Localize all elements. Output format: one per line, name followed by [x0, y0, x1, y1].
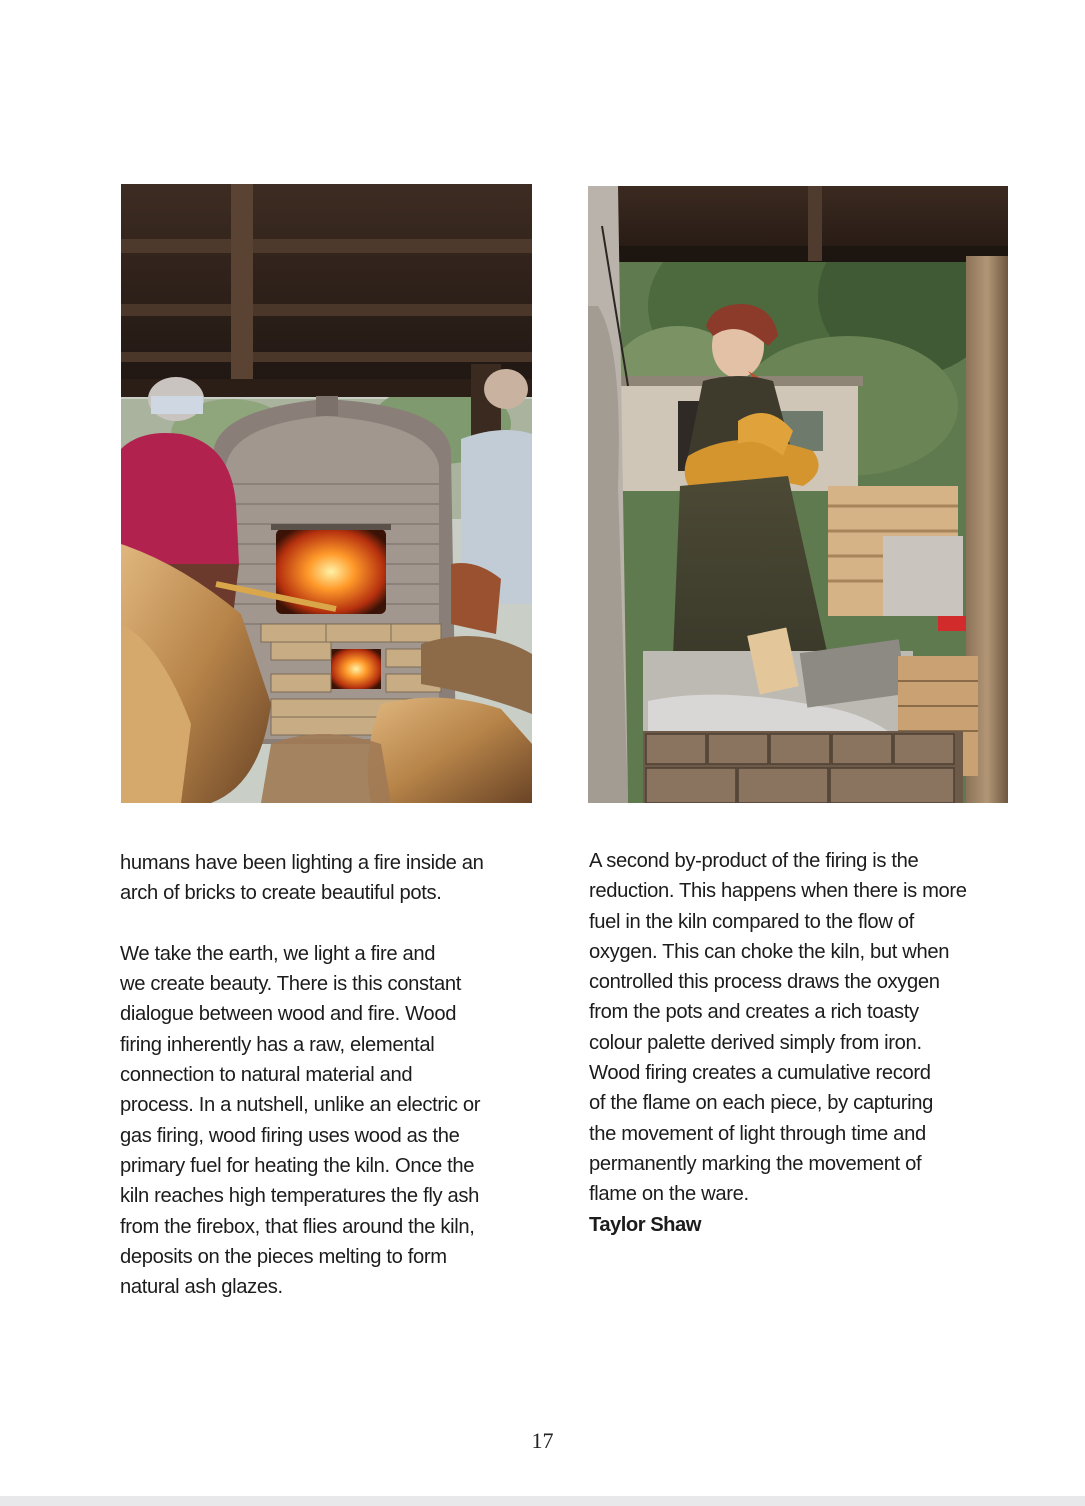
left-paragraph-2: We take the earth, we light a fire and we create beauty. There is this constant dialogue between wood and fire. Wood firing inherently has a raw, elemental connection to natural material and process. In a nutshell, unlike an electric or gas firing, wood firing uses wood as the primary fuel for heating the kiln. Once the kiln reaches high temperatures the fly ash from the firebox, that flies around the kiln, deposits on the pieces melting to form natural ash glazes. [120, 942, 481, 1299]
viewer-bottom-strip [0, 1496, 1085, 1506]
left-text-column [120, 848, 540, 1302]
right-text-column [589, 846, 1019, 1240]
left-paragraph-1: humans have been lighting a fire inside an arch of bricks to create beautiful pots. [120, 852, 484, 905]
kiln-firing-photo [121, 184, 532, 803]
right-paragraph-1: A second by-product of the firing is the reduction. This happens when there is more fuel in the kiln compared to the flow of oxygen. This can choke the kiln, but when controlled this process draws the oxygen from the pots and creates a rich toasty colour palette derived simply from iron. Wood firing creates a cumulative record of the flame on each piece, by capturing the movement of light through time and permanently marking the movement of flame on the ware. [589, 850, 967, 1206]
page-number: 17 [531, 1428, 554, 1453]
author-name: Taylor Shaw [589, 1213, 701, 1236]
potter-portrait-photo [588, 186, 1008, 803]
